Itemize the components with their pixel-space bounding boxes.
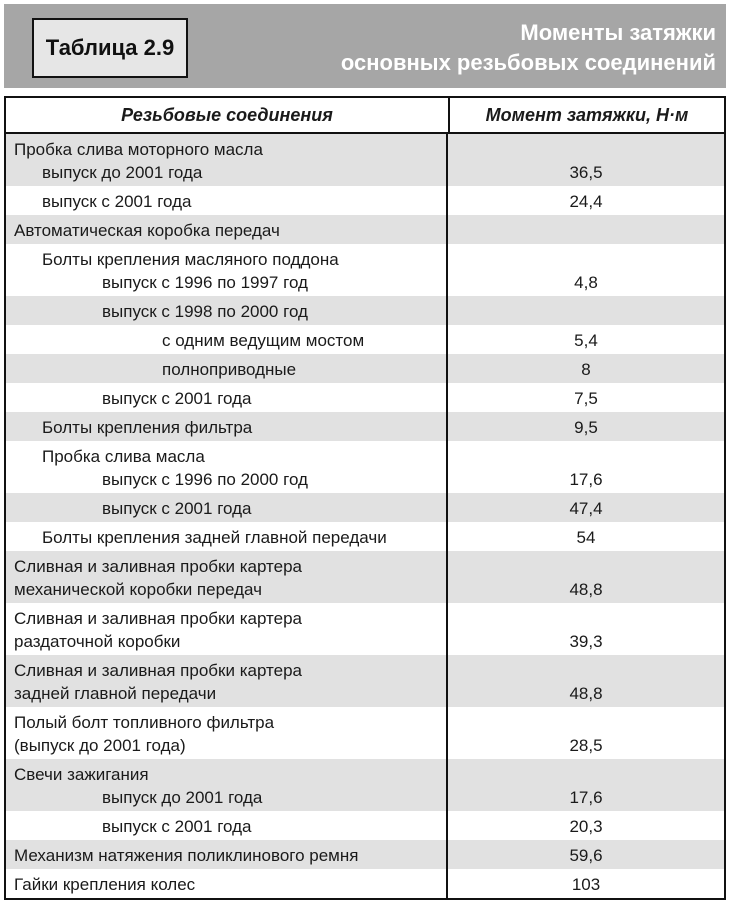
torque-cell <box>448 244 724 296</box>
table-row <box>6 441 724 493</box>
connection-text: выпуск с 2001 года <box>102 817 252 836</box>
connection-text: выпуск до 2001 года <box>102 788 263 807</box>
table-title <box>341 18 716 78</box>
table-head-row <box>6 98 724 134</box>
table-number-label: Таблица 2.9 <box>32 18 188 78</box>
connection-cell <box>6 296 448 325</box>
connection-text: выпуск с 1996 по 2000 год <box>102 470 308 489</box>
connection-cell <box>6 869 448 898</box>
connection-text: полноприводные <box>162 360 297 379</box>
torque-cell <box>448 134 724 186</box>
table-title-line-1: Моменты затяжки <box>520 20 716 45</box>
connection-text: (выпуск до 2001 года) <box>14 736 186 755</box>
connection-cell <box>6 707 448 759</box>
table-header-band <box>4 4 726 88</box>
torque-cell <box>448 493 724 522</box>
table-row <box>6 707 724 759</box>
torque-cell <box>448 215 724 244</box>
torque-cell <box>448 354 724 383</box>
connection-cell <box>6 522 448 551</box>
table-row <box>6 412 724 441</box>
connection-cell <box>6 412 448 441</box>
connection-cell <box>6 811 448 840</box>
connection-cell <box>6 840 448 869</box>
torque-cell <box>448 383 724 412</box>
torque-cell <box>448 759 724 811</box>
connection-text: Сливная и заливная пробки картера <box>14 661 302 680</box>
torque-value: 48,8 <box>569 684 603 703</box>
torque-cell <box>448 655 724 707</box>
torque-value: 4,8 <box>574 273 598 292</box>
table-row <box>6 296 724 325</box>
table-row <box>6 493 724 522</box>
torque-cell <box>448 869 724 898</box>
connection-cell <box>6 134 448 186</box>
connection-text: Полый болт топливного фильтра <box>14 713 275 732</box>
table-row <box>6 551 724 603</box>
connection-cell <box>6 244 448 296</box>
torque-value: 20,3 <box>569 817 603 836</box>
connection-text: раздаточной коробки <box>14 632 181 651</box>
torque-value: 36,5 <box>569 163 603 182</box>
table-row <box>6 383 724 412</box>
connection-text: Болты крепления фильтра <box>42 418 253 437</box>
connection-text: Сливная и заливная пробки картера <box>14 609 302 628</box>
connection-cell <box>6 759 448 811</box>
table-row <box>6 655 724 707</box>
connection-text: механической коробки передач <box>14 580 262 599</box>
table-row <box>6 354 724 383</box>
torque-value: 7,5 <box>574 389 598 408</box>
connection-text: Болты крепления задней главной передачи <box>42 528 387 547</box>
torque-cell <box>448 296 724 325</box>
table-row <box>6 134 724 186</box>
column-header-connections: Резьбовые соединения <box>6 98 450 132</box>
torque-value: 17,6 <box>569 470 603 489</box>
table-title-line-2: основных резьбовых соединений <box>340 50 716 75</box>
connection-cell <box>6 186 448 215</box>
table-row <box>6 603 724 655</box>
connection-text: выпуск до 2001 года <box>42 163 203 182</box>
connection-text: Гайки крепления колес <box>14 875 196 894</box>
connection-text: выпуск с 2001 года <box>42 192 192 211</box>
connection-text: Механизм натяжения поликлинового ремня <box>14 846 359 865</box>
connection-text: Пробка слива моторного масла <box>14 140 263 159</box>
connection-text: Сливная и заливная пробки картера <box>14 557 302 576</box>
torque-cell <box>448 603 724 655</box>
connection-text: выпуск с 1998 по 2000 год <box>102 302 308 321</box>
connection-cell <box>6 325 448 354</box>
connection-text: Свечи зажигания <box>14 765 149 784</box>
torque-value: 39,3 <box>569 632 603 651</box>
connection-cell <box>6 383 448 412</box>
connection-cell <box>6 354 448 383</box>
table-row <box>6 811 724 840</box>
torque-value: 103 <box>571 875 601 894</box>
column-header-torque: Момент затяжки, Н·м <box>485 104 689 125</box>
connection-cell <box>6 655 448 707</box>
table-row <box>6 215 724 244</box>
torque-cell <box>448 412 724 441</box>
connection-text: задней главной передачи <box>14 684 217 703</box>
connection-text: с одним ведущим мостом <box>162 331 365 350</box>
table-row <box>6 325 724 354</box>
torque-value: 28,5 <box>569 736 603 755</box>
torque-value: 8 <box>581 360 591 379</box>
connection-text: Болты крепления масляного поддона <box>42 250 339 269</box>
torque-cell <box>448 551 724 603</box>
table-row <box>6 840 724 869</box>
connection-cell <box>6 215 448 244</box>
connection-cell <box>6 551 448 603</box>
table-row <box>6 522 724 551</box>
torque-value: 24,4 <box>569 192 603 211</box>
torque-cell <box>448 186 724 215</box>
torque-cell <box>448 707 724 759</box>
torque-cell <box>448 840 724 869</box>
connection-text: выпуск с 2001 года <box>102 389 252 408</box>
torque-value: 9,5 <box>574 418 598 437</box>
connection-cell <box>6 603 448 655</box>
connection-text: выпуск с 2001 года <box>102 499 252 518</box>
table-row <box>6 759 724 811</box>
torque-cell <box>448 811 724 840</box>
torque-value: 17,6 <box>569 788 603 807</box>
torque-cell <box>448 325 724 354</box>
torque-value: 54 <box>576 528 596 547</box>
connection-cell <box>6 493 448 522</box>
torque-value: 59,6 <box>569 846 603 865</box>
torque-table <box>4 96 726 900</box>
torque-value: 48,8 <box>569 580 603 599</box>
torque-value: 5,4 <box>574 331 598 350</box>
connection-text: выпуск с 1996 по 1997 год <box>102 273 308 292</box>
torque-value: 47,4 <box>569 499 603 518</box>
torque-cell <box>448 522 724 551</box>
connection-cell <box>6 441 448 493</box>
table-row <box>6 869 724 898</box>
table-body <box>6 134 724 898</box>
table-row <box>6 244 724 296</box>
connection-text: Пробка слива масла <box>42 447 205 466</box>
torque-cell <box>448 441 724 493</box>
connection-text: Автоматическая коробка передач <box>14 221 280 240</box>
table-row <box>6 186 724 215</box>
